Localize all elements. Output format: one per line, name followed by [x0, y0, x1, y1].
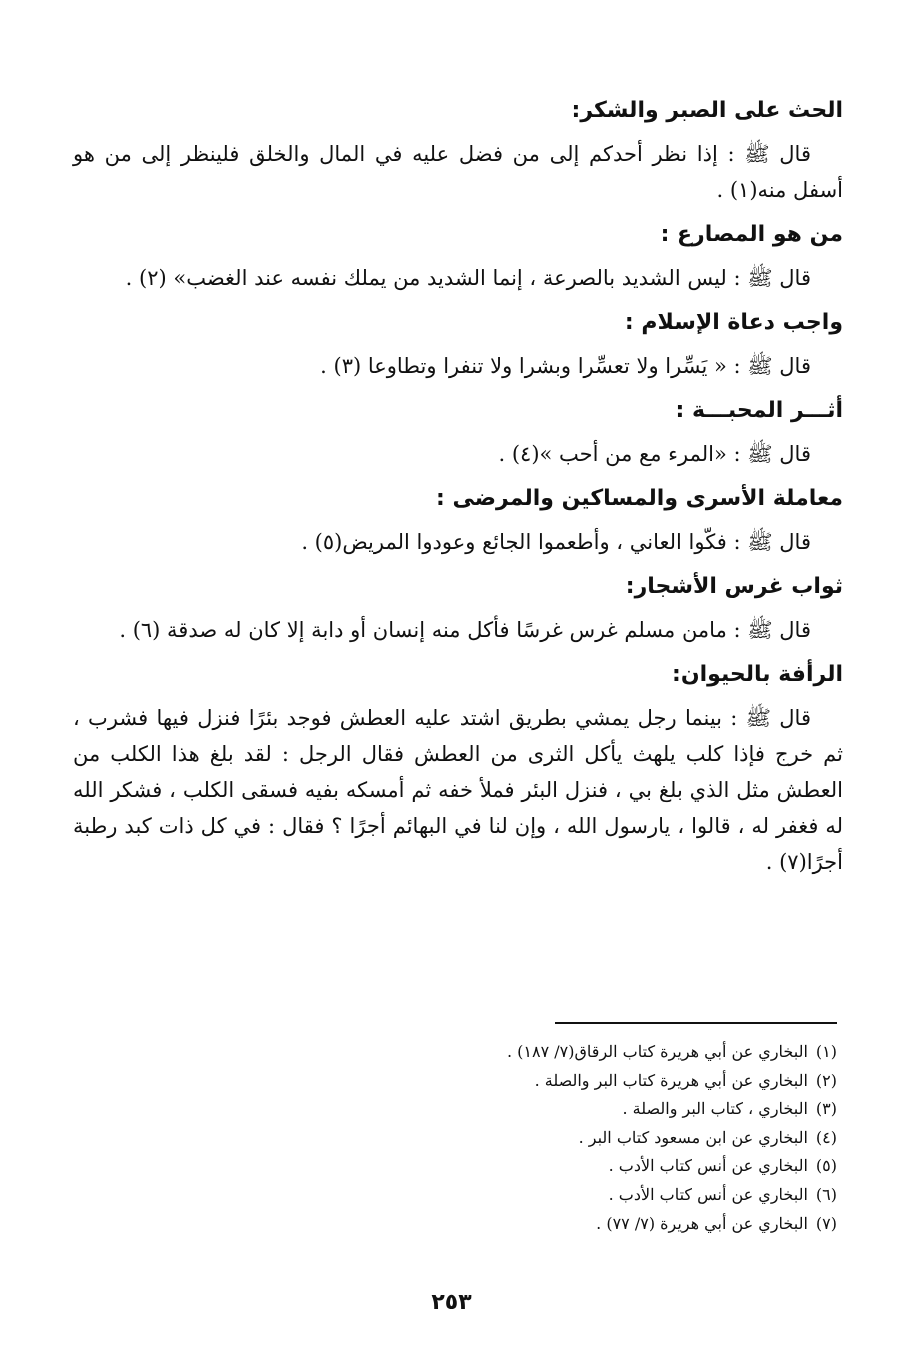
section-title-wrestler: من هو المصارع : — [660, 222, 843, 247]
section-title-patience: الحث على الصبر والشكر: — [571, 98, 843, 123]
section-title-love: أثـــر المحبـــة : — [675, 398, 843, 423]
hadith-captives: قال ﷺ : فكّوا العاني ، وأطعموا الجائع وعودوا المريض(٥) . — [301, 530, 811, 554]
hadith-patience: قال ﷺ : إذا نظر أحدكم إلى من فضل عليه في المال والخلق فلينظر إلى من هو أسفل منه(١) . — [73, 142, 843, 202]
hadith-animals: قال ﷺ : بينما رجل يمشي بطريق اشتد عليه العطش فوجد بئرًا فنزل فيها فشرب ، ثم خرج فإذا كلب يلهث يأكل الثرى من العطش فقال الرجل : لقد بلغ هذا الكلب من العطش مثل الذي بلغ بي ، فنزل البئر فملأ خفه ثم أمسكه بفيه فسقى الكلب ، فشكر الله له فغفر له ، قالوا ، يارسول الله ، وإن لنا في البهائم أجرًا ؟ فقال : في كل ذات كبد رطبة أجرًا(٧) . — [73, 706, 843, 874]
footnote-item — [337, 1181, 837, 1210]
footnote-number: (٥) — [815, 1156, 837, 1176]
footnote-number: (٦) — [815, 1184, 837, 1204]
footnote-text: البخاري عن أنس كتاب الأدب . — [608, 1156, 808, 1176]
section-title-trees: ثواب غرس الأشجار: — [625, 574, 843, 599]
footnote-text: البخاري عن ابن مسعود كتاب البر . — [578, 1127, 808, 1147]
footnote-number: (٤) — [815, 1127, 837, 1147]
footnote-text: البخاري عن أبي هريرة كتاب البر والصلة . — [534, 1070, 808, 1090]
footnote-item — [337, 1210, 837, 1239]
hadith-wrestler: قال ﷺ : ليس الشديد بالصرعة ، إنما الشديد من يملك نفسه عند الغضب» (٢) . — [125, 266, 811, 290]
footnote-text: البخاري عن أبي هريرة كتاب الرقاق(٧/ ١٨٧) . — [506, 1042, 808, 1061]
section-title-captives: معاملة الأسرى والمساكين والمرضى : — [436, 486, 843, 511]
hadith-trees: قال ﷺ : مامن مسلم غرس غرسًا فأكل منه إنسان أو دابة إلا كان له صدقة (٦) . — [119, 618, 811, 642]
footnote-number: (٣) — [815, 1099, 837, 1119]
footnote-text: البخاري ، كتاب البر والصلة . — [622, 1099, 808, 1119]
footnote-divider — [555, 1022, 837, 1024]
footnote-text: البخاري عن أنس كتاب الأدب . — [608, 1184, 808, 1204]
footnote-number: (١) — [815, 1042, 837, 1061]
section-title-callers-duty: واجب دعاة الإسلام : — [624, 310, 843, 335]
footnote-item — [337, 1067, 837, 1096]
page-number: ٢٥٣ — [431, 1290, 472, 1315]
footnote-text: البخاري عن أبي هريرة (٧/ ٧٧) . — [596, 1213, 808, 1233]
footnote-number: (٢) — [815, 1070, 837, 1090]
section-title-animals: الرأفة بالحيوان: — [672, 662, 843, 687]
hadith-callers-duty: قال ﷺ : « يَسِّرا ولا تعسِّرا وبشرا ولا تنفرا وتطاوعا (٣) . — [320, 354, 811, 378]
footnote-item — [337, 1038, 837, 1067]
footnote-item — [337, 1095, 837, 1124]
main-content — [73, 92, 843, 888]
hadith-love: قال ﷺ : «المرء مع من أحب »(٤) . — [498, 442, 811, 466]
footnotes — [337, 1038, 837, 1238]
footnote-item — [337, 1124, 837, 1153]
footnote-number: (٧) — [815, 1213, 837, 1233]
footnote-item — [337, 1152, 837, 1181]
